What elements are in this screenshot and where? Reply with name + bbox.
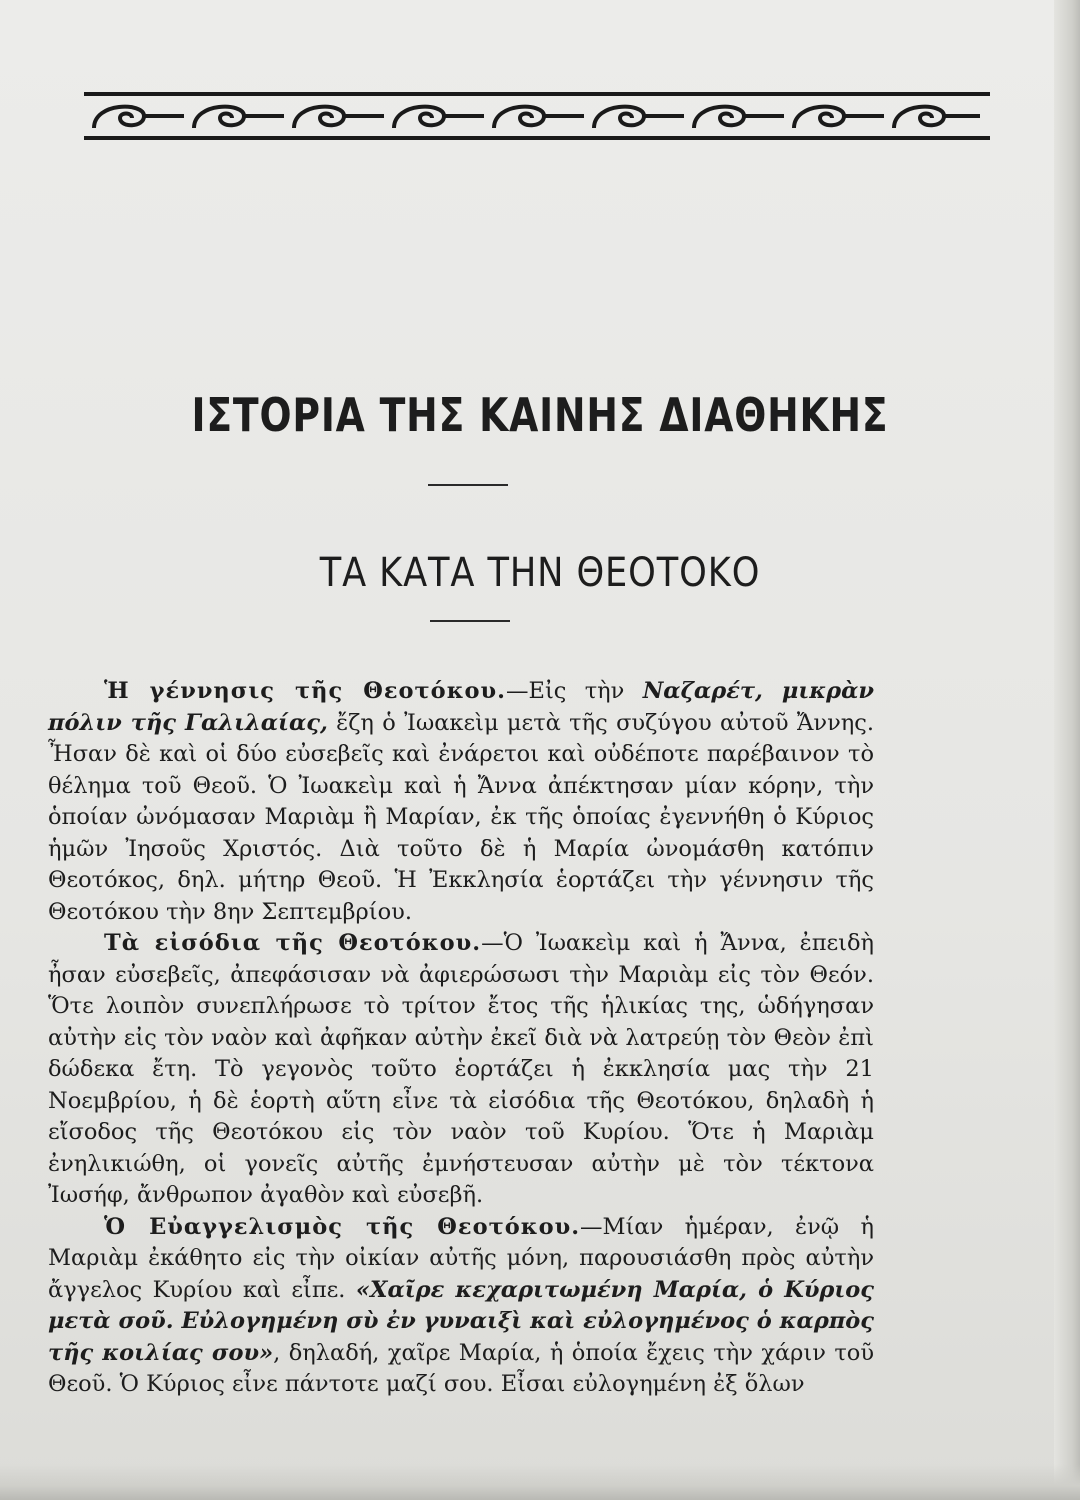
page-edge-bottom bbox=[0, 1464, 1080, 1500]
page-title: ΙΣΤΟΡΙΑ ΤΗΣ ΚΑΙΝΗΣ ΔΙΑΘΗΚΗΣ bbox=[191, 388, 889, 442]
page-edge-right bbox=[1054, 0, 1080, 1500]
heading-annunciation: Ὁ Εὐαγγελισμὸς τῆς Θεοτόκου. bbox=[104, 1213, 581, 1240]
divider-top bbox=[428, 484, 508, 486]
paragraph-presentation bbox=[48, 928, 874, 1212]
body-text bbox=[48, 676, 874, 1401]
heading-presentation: Τὰ εἰσόδια τῆς Θεοτόκου. bbox=[104, 930, 482, 956]
divider-bottom bbox=[430, 620, 510, 622]
text-run: , δηλαδή, χαῖρε Μαρία, ἡ ὁποία ἔχεις τὴν χάριν τοῦ Θεοῦ. Ὁ Κύριος εἶνε πάντοτε μαζί σου. Εἶσαι εὐλογημένη ἐξ ὅλων bbox=[48, 1339, 874, 1397]
meander-ornament bbox=[84, 88, 990, 144]
paragraph-birth bbox=[48, 676, 874, 928]
section-title: ΤΑ ΚΑΤΑ ΤΗΝ ΘΕΟΤΟΚΟ bbox=[319, 550, 761, 596]
paragraph-annunciation bbox=[48, 1212, 874, 1401]
text-run: —Ὁ Ἰωακεὶμ καὶ ἡ Ἄννα, ἐπειδὴ ἦσαν εὐσεβεῖς, ἀπεφάσισαν νὰ ἀφιερώσωσι τὴν Μαριὰμ εἰς τὸν Θεόν. Ὅτε λοιπὸν συνεπλήρωσε τὸ τρίτον ἔτος τῆς ἡλικίας της, ὡδήγησαν αὐτὴν εἰς τὸν ναὸν καὶ ἀφῆκαν αὐτὴν ἐκεῖ διὰ νὰ λατρεύῃ τὸν Θεὸν ἐπὶ δώδεκα ἔτη. Τὸ γεγονὸς τοῦτο ἑορτάζει ἡ ἐκκλησία μας τὴν 21 Νοεμβρίου, ἡ δὲ ἑορτὴ αὕτη εἶνε τὰ εἰσόδια τῆς Θεοτόκου, δηλαδὴ ἡ εἴσοδος τῆς Θεοτόκου εἰς τὸν ναὸν τοῦ Κυρίου. Ὅτε ἡ Μαριὰμ ἐνηλικιώθη, οἱ γονεῖς αὐτῆς ἐμνήστευσαν αὐτὴν μὲ τὸν τέκτονα Ἰωσήφ, ἄνθρωπον ἀγαθὸν καὶ εὐσεβῆ. bbox=[48, 930, 874, 1208]
quote-run: «Χαῖρε κεχαριτωμένη Μαρία, ὁ Κύριος μετὰ σοῦ. Εὐλογημένη σὺ ἐν γυναιξὶ καὶ εὐλογημένος ὁ καρπὸς τῆς κοιλίας σου» bbox=[48, 1276, 874, 1366]
emphasis-run: Ναζαρέτ, μικρὰν πόλιν τῆς Γαλιλαίας, bbox=[48, 678, 875, 736]
text-run: ἔζη ὁ Ἰωακεὶμ μετὰ τῆς συζύγου αὐτοῦ Ἄννης. Ἦσαν δὲ καὶ οἱ δύο εὐσεβεῖς καὶ ἐνάρετοι καὶ οὐδέποτε παρέβαινον τὸ θέλημα τοῦ Θεοῦ. Ὁ Ἰωακεὶμ καὶ ἡ Ἄννα ἀπέκτησαν μίαν κόρην, τὴν ὁποίαν ὠνόμασαν Μαριὰμ ἢ Μαρίαν, ἐκ τῆς ὁποίας ἐγεννήθη ὁ Κύριος ἡμῶν Ἰησοῦς Χριστός. Διὰ τοῦτο δὲ ἡ Μαρία ὠνομάσθη κατόπιν Θεοτόκος, δηλ. μήτηρ Θεοῦ. Ἡ Ἐκκλησία ἑορτάζει τὴν γέννησιν τῆς Θεοτόκου τὴν 8ην Σεπτεμβρίου. bbox=[48, 709, 874, 925]
heading-birth: Ἡ γέννησις τῆς Θεοτόκου. bbox=[104, 678, 507, 704]
text-run: —Μίαν ἡμέραν, ἐνῷ ἡ Μαριὰμ ἐκάθητο εἰς τὴν οἰκίαν αὐτῆς μόνη, παρουσιάσθη πρὸς αὐτὴν ἄγγελος Κυρίου καὶ εἶπε. bbox=[48, 1213, 874, 1303]
text-run: —Εἰς τὴν bbox=[506, 678, 643, 704]
